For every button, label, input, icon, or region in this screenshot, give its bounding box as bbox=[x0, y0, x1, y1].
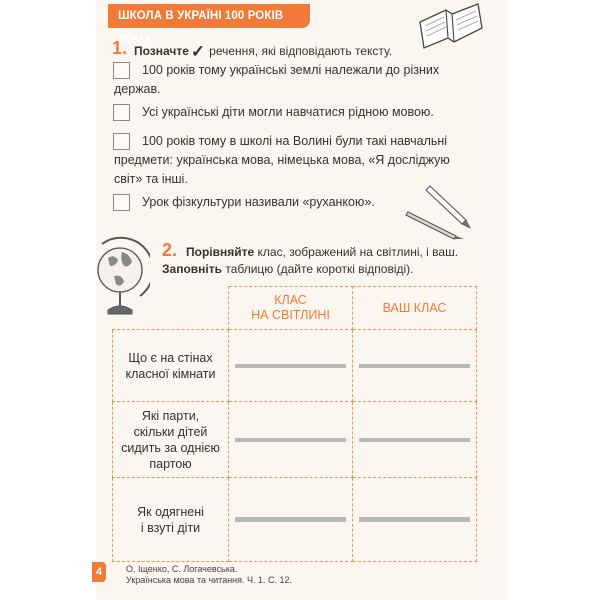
row-header-line: сидить за однією bbox=[121, 440, 220, 455]
task-2-instruction-line-1 bbox=[186, 245, 458, 259]
row-header-line: скільки дітей bbox=[133, 424, 208, 439]
task-2-instruction-line-2 bbox=[162, 262, 414, 276]
row-header-line: класної кімнати bbox=[125, 366, 216, 381]
table-row bbox=[113, 402, 477, 478]
statement-1 bbox=[114, 61, 439, 99]
footer-citation bbox=[126, 564, 292, 586]
pencil-icon bbox=[404, 182, 476, 245]
answer-cell-your-walls[interactable] bbox=[353, 330, 477, 402]
statement-3 bbox=[114, 132, 450, 189]
task-2-verb-1: Порівняйте bbox=[186, 245, 255, 259]
statement-2-line-1: Усі українські діти могли навчатися рідною мовою. bbox=[142, 105, 434, 119]
task-2-text-1: клас, зображений на світлині, і ваш. bbox=[257, 245, 459, 259]
row-header-line: і взуті діти bbox=[140, 520, 201, 535]
answer-cell-photo-walls[interactable] bbox=[229, 330, 353, 402]
task-1-rest: речення, які відповідають тексту. bbox=[209, 44, 393, 58]
row-header-clothes bbox=[113, 478, 229, 562]
comparison-table bbox=[112, 286, 477, 562]
statement-3-line-3: світ» та інші. bbox=[114, 172, 188, 186]
row-header-desks bbox=[113, 402, 229, 478]
statement-1-line-2: держав. bbox=[114, 82, 161, 96]
statement-3-line-2: предмети: українська мова, німецька мова, «Я досліджую bbox=[114, 153, 450, 167]
row-header-walls bbox=[113, 330, 229, 402]
task-1-verb: Позначте bbox=[134, 44, 189, 58]
column-header-photo-class bbox=[229, 287, 353, 330]
table-header-row bbox=[113, 287, 477, 330]
statement-3-line-1: 100 років тому в школі на Волині були такі навчальні bbox=[142, 134, 448, 148]
answer-cell-your-desks[interactable] bbox=[353, 402, 477, 478]
table-corner bbox=[113, 287, 229, 330]
table-row bbox=[113, 478, 477, 562]
book-icon bbox=[416, 0, 486, 55]
column-header-photo-line-2: НА СВІТЛИНІ bbox=[251, 308, 330, 322]
column-header-your-class: ВАШ КЛАС bbox=[353, 287, 477, 330]
task-2-text-2: таблицю (дайте короткі відповіді). bbox=[225, 262, 414, 276]
task-2-number: 2. bbox=[162, 240, 178, 260]
task-1-instruction bbox=[134, 42, 392, 62]
statement-1-line-1: 100 років тому українські землі належали до різних bbox=[142, 63, 440, 77]
statement-4 bbox=[114, 193, 375, 212]
row-header-line: партою bbox=[149, 456, 192, 471]
column-header-photo-line-1: КЛАС bbox=[274, 293, 307, 307]
task-2-verb-2: Заповніть bbox=[162, 262, 222, 276]
page-number: 4 bbox=[92, 562, 106, 582]
answer-cell-photo-desks[interactable] bbox=[229, 402, 353, 478]
row-header-line: Які парти, bbox=[141, 408, 200, 423]
answer-cell-your-clothes[interactable] bbox=[353, 478, 477, 562]
row-header-line: Як одягнені bbox=[137, 504, 204, 519]
statement-2 bbox=[114, 103, 434, 122]
statement-4-line-1: Урок фізкультури називали «руханкою». bbox=[142, 195, 375, 209]
footer-line-1: О. Іщенко, С. Логачевська. bbox=[126, 564, 238, 574]
footer-line-2: Українська мова та читання. Ч. 1. С. 12. bbox=[126, 575, 293, 585]
task-1-number: 1. bbox=[112, 38, 128, 58]
row-header-line: Що є на стінах bbox=[128, 350, 213, 365]
answer-cell-photo-clothes[interactable] bbox=[229, 478, 353, 562]
checkmark-icon: ✓ bbox=[190, 42, 206, 61]
header-title: ШКОЛА В УКРАЇНІ 100 РОКІВ ТОМУ bbox=[108, 4, 310, 28]
table-row bbox=[113, 330, 477, 402]
